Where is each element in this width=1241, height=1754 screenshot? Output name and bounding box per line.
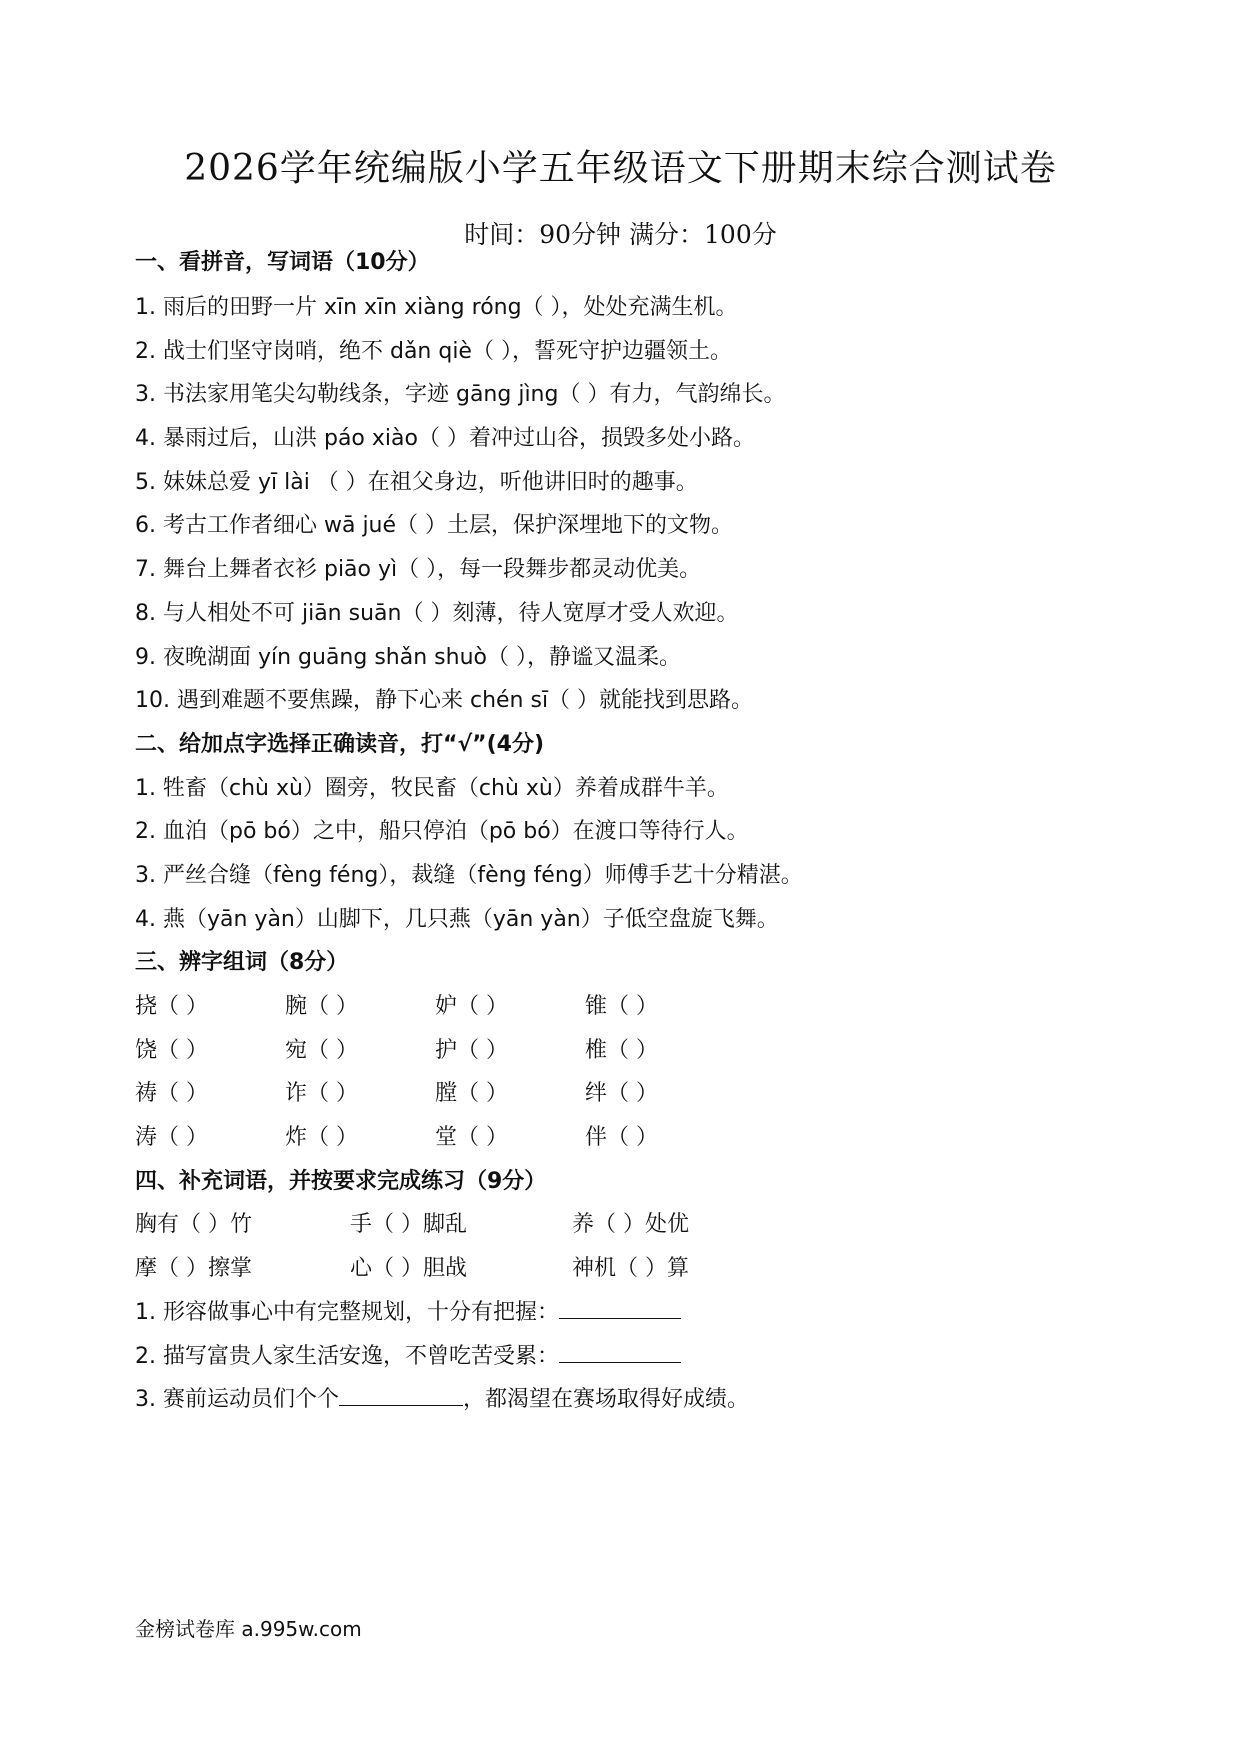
- s3-cell: 绊（ ）: [585, 1081, 658, 1106]
- s3-cell: 涛（ ）: [135, 1125, 208, 1150]
- s4-question-2-text: 2. 描写富贵人家生活安逸，不曾吃苦受累：: [135, 1344, 559, 1369]
- s3-cell: 堂（ ）: [435, 1125, 508, 1150]
- s3-cell: 宛（ ）: [285, 1038, 358, 1063]
- s3-cell: 膛（ ）: [435, 1081, 508, 1106]
- s3-cell: 伴（ ）: [585, 1125, 658, 1150]
- s3-cell: 妒（ ）: [435, 994, 508, 1019]
- s1-question-7: 7. 舞台上舞者衣衫 piāo yì（ ），每一段舞步都灵动优美。: [135, 557, 702, 582]
- s4-idiom-cell: 摩（ ）擦掌: [135, 1256, 252, 1281]
- s3-cell: 炸（ ）: [285, 1125, 358, 1150]
- s1-question-2: 2. 战士们坚守岗哨，绝不 dǎn qiè（ ），誓死守护边疆领土。: [135, 339, 732, 364]
- s2-question-3: 3. 严丝合缝（fèng féng），裁缝（fèng féng）师傅手艺十分精湛。: [135, 863, 803, 888]
- s3-cell: 护（ ）: [435, 1038, 508, 1063]
- s1-question-5: 5. 妹妹总爱 yī lài （ ）在祖父身边，听他讲旧时的趣事。: [135, 470, 698, 495]
- s2-question-1: 1. 牲畜（chù xù）圈旁，牧民畜（chù xù）养着成群牛羊。: [135, 776, 729, 801]
- s3-cell: 椎（ ）: [585, 1038, 658, 1063]
- s3-cell: 诈（ ）: [285, 1081, 358, 1106]
- footer-source: 金榜试卷库 a.995w.com: [135, 1617, 362, 1641]
- section-3-heading: 三、辨字组词（8分）: [135, 950, 349, 975]
- s4-question-3-text-after: ，都渴望在赛场取得好成绩。: [462, 1387, 749, 1412]
- s4-idiom-cell: 心（ ）胆战: [350, 1256, 467, 1281]
- s4-question-2: [135, 1339, 681, 1370]
- s4-question-1: [135, 1295, 681, 1326]
- s1-question-6: 6. 考古工作者细心 wā jué（ ）土层，保护深埋地下的文物。: [135, 513, 734, 538]
- s1-question-10: 10. 遇到难题不要焦躁，静下心来 chén sī（ ）就能找到思路。: [135, 688, 754, 713]
- s2-question-4: 4. 燕（yān yàn）山脚下，几只燕（yān yàn）子低空盘旋飞舞。: [135, 907, 779, 932]
- s1-question-4: 4. 暴雨过后，山洪 páo xiào（ ）着冲过山谷，损毁多处小路。: [135, 426, 755, 451]
- s1-question-1: 1. 雨后的田野一片 xīn xīn xiàng róng（ ），处处充满生机。: [135, 295, 738, 320]
- page-title: 2026学年统编版小学五年级语文下册期末综合测试卷: [184, 148, 1057, 189]
- s4-idiom-cell: 养（ ）处优: [572, 1212, 689, 1237]
- exam-info: 时间：90分钟 满分：100分: [464, 220, 777, 249]
- s3-cell: 锥（ ）: [585, 994, 658, 1019]
- s1-question-3: 3. 书法家用笔尖勾勒线条，字迹 gāng jìng（ ）有力，气韵绵长。: [135, 382, 786, 407]
- s4-idiom-cell: 手（ ）脚乱: [350, 1212, 467, 1237]
- answer-blank[interactable]: [339, 1383, 463, 1406]
- s4-idiom-cell: 神机（ ）算: [572, 1256, 689, 1281]
- s3-cell: 祷（ ）: [135, 1081, 208, 1106]
- answer-blank[interactable]: [559, 1340, 681, 1363]
- s2-question-2: 2. 血泊（pō bó）之中，船只停泊（pō bó）在渡口等待行人。: [135, 819, 749, 844]
- section-1-heading: 一、看拼音，写词语（10分）: [135, 250, 430, 275]
- s4-question-3-text-before: 3. 赛前运动员们个个: [135, 1387, 339, 1412]
- s4-idiom-cell: 胸有（ ）竹: [135, 1212, 252, 1237]
- s4-question-3: [135, 1382, 749, 1413]
- answer-blank[interactable]: [559, 1296, 681, 1319]
- s1-question-8: 8. 与人相处不可 jiān suān（ ）刻薄，待人宽厚才受人欢迎。: [135, 601, 739, 626]
- s3-cell: 饶（ ）: [135, 1038, 208, 1063]
- s1-question-9: 9. 夜晚湖面 yín guāng shǎn shuò（ ），静谧又温柔。: [135, 645, 681, 670]
- s3-cell: 挠（ ）: [135, 994, 208, 1019]
- section-2-heading: 二、给加点字选择正确读音，打“√”(4分): [135, 732, 545, 757]
- s4-question-1-text: 1. 形容做事心中有完整规划，十分有把握：: [135, 1300, 559, 1325]
- section-4-heading: 四、补充词语，并按要求完成练习（9分）: [135, 1169, 547, 1194]
- s3-cell: 腕（ ）: [285, 994, 358, 1019]
